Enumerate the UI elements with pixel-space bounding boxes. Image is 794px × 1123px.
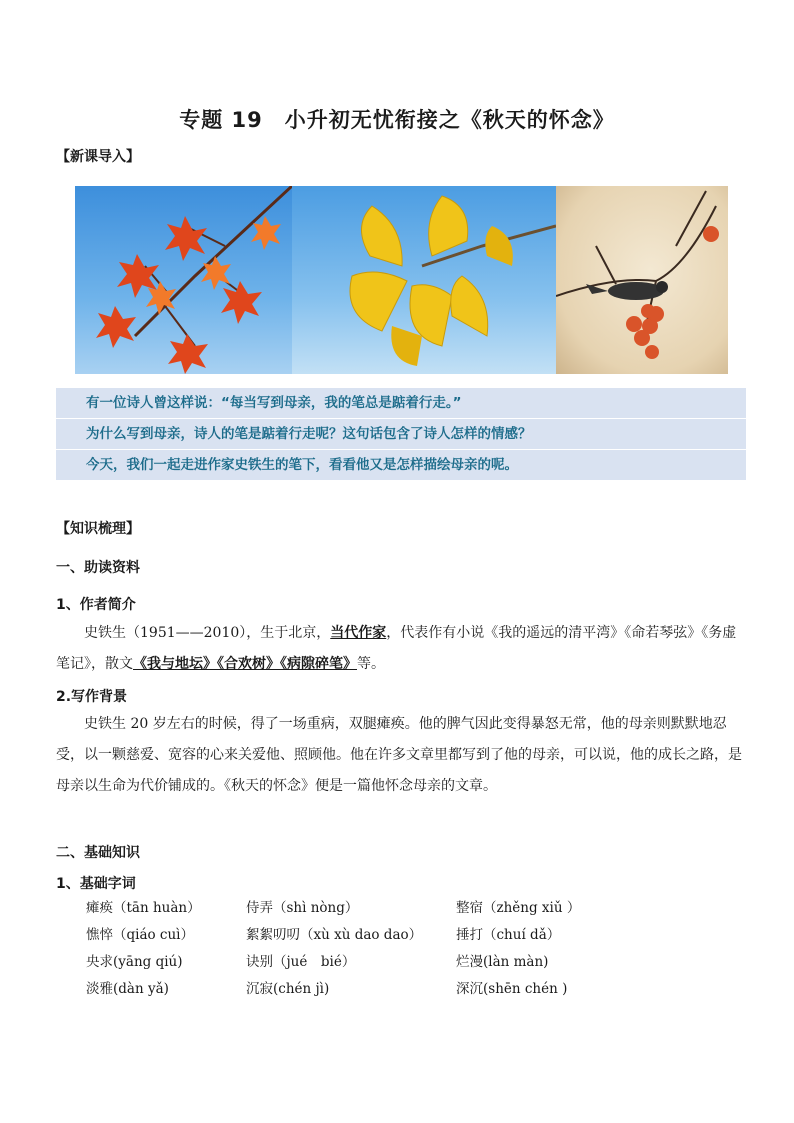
- background-heading: 2.写作背景: [56, 689, 128, 705]
- vocabulary-item: 淡雅(dàn yǎ): [86, 981, 169, 997]
- new-lesson-label: 【新课导入】: [56, 149, 140, 165]
- vocabulary-row: [86, 949, 706, 976]
- vocabulary-row: [86, 922, 706, 949]
- author-text: 史铁生（1951——2010），生于北京，: [84, 625, 331, 641]
- words-heading: 1、基础字词: [56, 876, 136, 892]
- author-text: 等。: [357, 656, 385, 672]
- intro-line: 今天，我们一起走进作家史铁生的笔下，看看他又是怎样描绘母亲的呢。: [86, 457, 518, 473]
- author-intro-paragraph: [56, 618, 746, 680]
- vocabulary-item: 憔悴（qiáo cuì）: [86, 927, 194, 943]
- vocabulary-item: 瘫痪（tān huàn）: [86, 900, 201, 916]
- author-text: ，代表作有小说《我的遥远的清平湾》《命若琴弦》《务虚笔记》，散文: [56, 625, 737, 672]
- section-heading-reading-materials: 一、助读资料: [56, 560, 140, 576]
- vocabulary-item: 诀别（jué bié）: [246, 954, 356, 970]
- vocabulary-item: 沉寂(chén jì): [246, 981, 330, 997]
- author-intro-heading: 1、作者简介: [56, 597, 136, 613]
- vocabulary-item: 捶打（chuí dǎ）: [456, 927, 561, 943]
- maple-leaves-image: [75, 186, 292, 374]
- page-title: 专题 19 小升初无忧衔接之《秋天的怀念》: [179, 108, 615, 132]
- vocabulary-row: [86, 976, 706, 1003]
- section-heading-basics: 二、基础知识: [56, 845, 140, 861]
- author-title-highlight: 当代作家: [330, 625, 387, 641]
- vocabulary-grid: [86, 895, 706, 1003]
- vocabulary-item: 整宿（zhěng xiǔ ）: [456, 900, 581, 916]
- vocabulary-item: 央求(yāng qiú): [86, 954, 183, 970]
- essay-titles-highlight: 《我与地坛》《合欢树》《病隙碎笔》: [133, 656, 357, 672]
- intro-line: 为什么写到母亲，诗人的笔是踮着行走呢？这句话包含了诗人怎样的情感？: [56, 419, 746, 450]
- intro-box: [56, 388, 746, 480]
- vocabulary-row: [86, 895, 706, 922]
- intro-images: [75, 186, 728, 374]
- intro-line: 有一位诗人曾这样说：“每当写到母亲，我的笔总是踮着行走。”: [56, 388, 746, 419]
- vocabulary-item: 絮絮叨叨（xù xù dao dao）: [246, 927, 423, 943]
- background-paragraph: 史铁生 20 岁左右的时候，得了一场重病，双腿瘫痪。他的脾气因此变得暴怒无常，他的母亲则默默地忍受，以一颗慈爱、宽容的心来关爱他、照顾他。他在许多文章里都写到了他的母亲，可以说，他的成长之路，是母亲以生命为代价铺成的。《秋天的怀念》便是一篇他怀念母亲的文章。: [56, 716, 742, 794]
- vocabulary-item: 烂漫(làn màn): [456, 954, 549, 970]
- vocabulary-item: 深沉(shēn chén ): [456, 981, 568, 997]
- vocabulary-item: 侍弄（shì nòng）: [246, 900, 359, 916]
- persimmon-bird-image: [556, 186, 728, 374]
- ginkgo-leaves-image: [292, 186, 556, 374]
- knowledge-label: 【知识梳理】: [56, 521, 140, 537]
